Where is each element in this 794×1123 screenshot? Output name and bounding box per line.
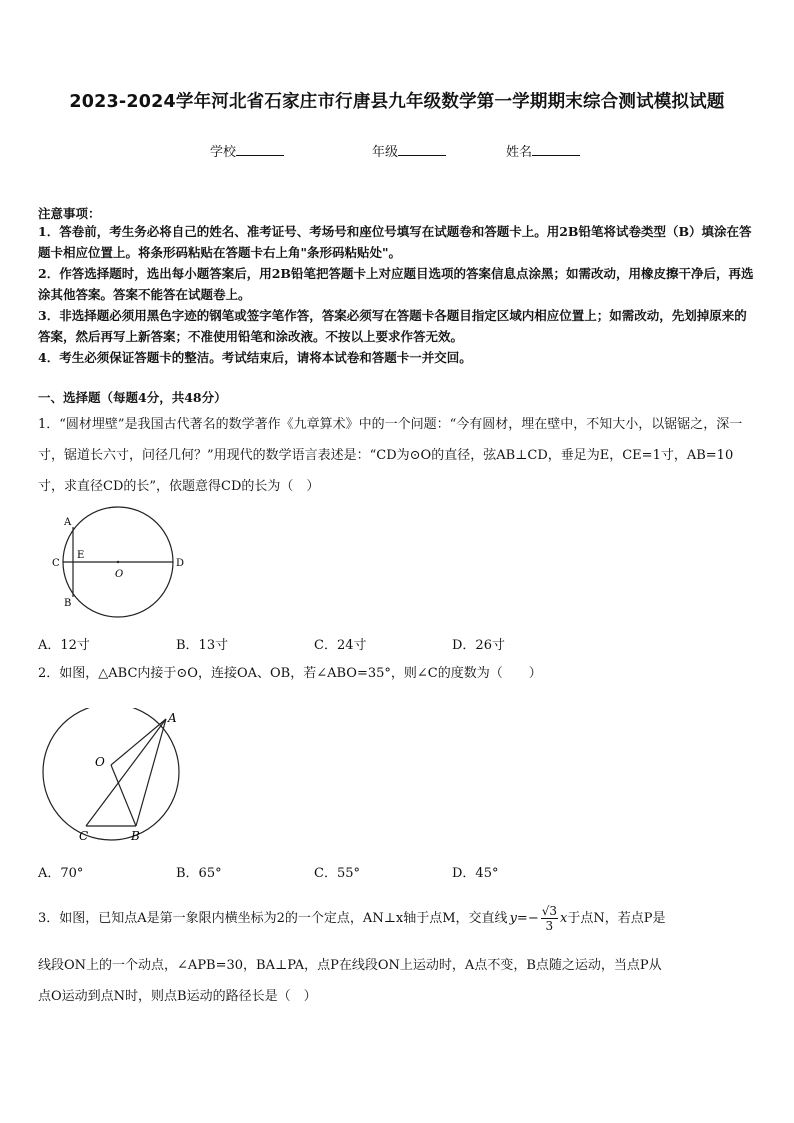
formula-eq: =− bbox=[516, 911, 539, 926]
notes-heading: 注意事项： bbox=[38, 206, 101, 221]
segment-ac bbox=[86, 719, 166, 826]
segment-ob bbox=[111, 765, 136, 826]
label-d: D bbox=[176, 558, 185, 569]
formula-fraction bbox=[541, 904, 558, 933]
option-d[interactable]: D．45° bbox=[452, 866, 499, 881]
option-a[interactable]: A．70° bbox=[38, 866, 84, 881]
question-2-text: 2．如图，△ABC内接于⊙O，连接OA、OB，若∠ABO=35°，则∠C的度数为（ ） bbox=[38, 666, 542, 681]
question-3-text-a: 3．如图，已知点A是第一象限内横坐标为2的一个定点，AN⊥x轴于点M，交直线 bbox=[38, 911, 508, 926]
question-1-text: 1．“圆材埋壁”是我国古代著名的数学著作《九章算术》中的一个问题：“今有圆材，埋在壁中，不知大小，以锯锯之，深一寸，锯道长六寸，问径几何？”用现代的数学语言表述是：“CD为⊙O的直径，弦AB⊥CD，垂足为E，CE=1寸，AB=10寸，求直径CD的长”，依题意得CD的长为（ ） bbox=[38, 417, 743, 494]
page-title: 2023-2024学年河北省石家庄市行唐县九年级数学第一学期期末综合测试模拟试题 bbox=[69, 92, 725, 112]
question-1-figure bbox=[52, 505, 192, 620]
name-blank[interactable] bbox=[532, 143, 580, 156]
formula-numerator: √3 bbox=[541, 904, 557, 918]
label-b: B bbox=[64, 598, 72, 609]
option-d[interactable]: D．26寸 bbox=[452, 638, 505, 653]
note-item: 3．非选择题必须用黑色字迹的钢笔或签字笔作答，答案必须写在答题卡各题目指定区域内相应位置上；如需改动，先划掉原来的答案，然后再写上新答案；不准使用铅笔和涂改液。不按以上要求作答无效。 bbox=[38, 308, 747, 344]
option-c[interactable]: C．24寸 bbox=[314, 638, 367, 653]
label-c: C bbox=[79, 829, 89, 843]
label-a: A bbox=[168, 711, 177, 725]
formula-denominator: 3 bbox=[545, 919, 554, 933]
grade-blank[interactable] bbox=[398, 143, 446, 156]
label-b: B bbox=[131, 829, 140, 843]
circle-o bbox=[43, 708, 179, 840]
center-point bbox=[117, 561, 119, 563]
label-a: A bbox=[64, 517, 72, 528]
label-c: C bbox=[52, 558, 60, 569]
school-field bbox=[210, 141, 284, 160]
name-label: 姓名 bbox=[506, 145, 533, 160]
option-b[interactable]: B．65° bbox=[176, 866, 222, 881]
note-item: 2．作答选择题时，选出每小题答案后，用2B铅笔把答题卡上对应题目选项的答案信息点涂黑；如需改动，用橡皮擦干净后，再选涂其他答案。答案不能答在试题卷上。 bbox=[38, 266, 754, 302]
note-item: 1．答卷前，考生务必将自己的姓名、准考证号、考场号和座位号填写在试题卷和答题卡上。用2B铅笔将试卷类型（B）填涂在答题卡相应位置上。将条形码粘贴在答题卡右上角"条形码粘贴处"。 bbox=[38, 224, 752, 260]
segment-oa bbox=[111, 719, 166, 765]
formula-y: y bbox=[509, 911, 517, 926]
question-2-figure bbox=[38, 708, 188, 848]
option-b[interactable]: B．13寸 bbox=[176, 638, 229, 653]
label-e: E bbox=[77, 550, 85, 561]
name-field bbox=[506, 141, 580, 160]
grade-field bbox=[372, 141, 446, 160]
question-3-line3: 点O运动到点N时，则点B运动的路径长是（ ） bbox=[38, 989, 317, 1004]
option-c[interactable]: C．55° bbox=[314, 866, 360, 881]
school-label: 学校 bbox=[210, 145, 237, 160]
school-blank[interactable] bbox=[236, 143, 284, 156]
grade-label: 年级 bbox=[372, 145, 399, 160]
segment-ab bbox=[136, 719, 166, 826]
label-o: O bbox=[95, 755, 105, 769]
question-3-line1 bbox=[38, 903, 758, 934]
label-o: O bbox=[115, 569, 124, 580]
formula-x: x bbox=[560, 911, 568, 926]
question-3-text-b: 于点N，若点P是 bbox=[567, 911, 666, 926]
question-3-line2: 线段ON上的一个动点，∠APB=30，BA⊥PA，点P在线段ON上运动时，A点不变，B点随之运动，当点P从 bbox=[38, 958, 662, 973]
note-item: 4．考生必须保证答题卡的整洁。考试结束后，请将本试卷和答题卡一并交回。 bbox=[38, 350, 472, 365]
section-title: 一、选择题（每题4分，共48分） bbox=[38, 390, 227, 405]
option-a[interactable]: A．12寸 bbox=[38, 638, 90, 653]
